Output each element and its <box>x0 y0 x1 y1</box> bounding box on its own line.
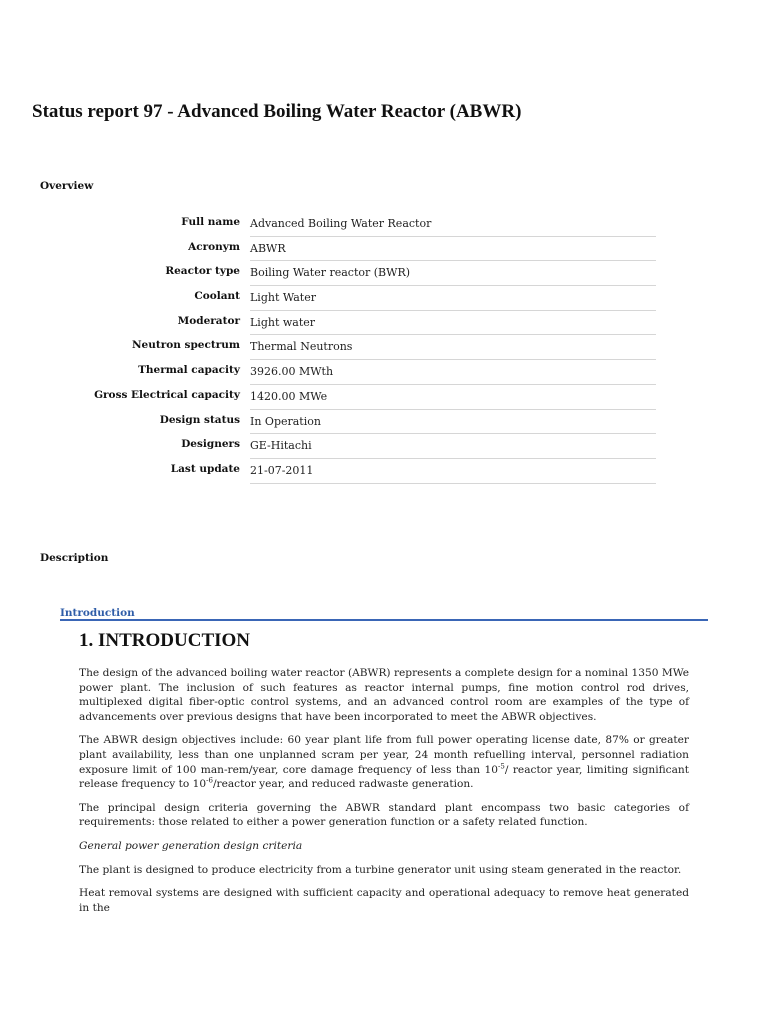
paragraph: Heat removal systems are designed with sufficient capacity and operational adequacy to remove heat generated in the <box>79 887 689 914</box>
description-heading: Description <box>40 552 109 564</box>
row-key: Acronym <box>188 240 240 253</box>
table-row <box>60 459 656 484</box>
row-value: Thermal Neutrons <box>250 335 656 360</box>
row-value: Light Water <box>250 286 656 311</box>
section-heading: 1. INTRODUCTION <box>79 630 251 651</box>
table-row <box>60 360 656 385</box>
row-key: Neutron spectrum <box>131 339 240 352</box>
paragraph: The principal design criteria governing the ABWR standard plant encompass two basic categories of requirements: those related to either a power generation function or a safety related function. <box>79 801 689 829</box>
table-row <box>60 261 656 286</box>
row-key: Moderator <box>177 314 240 327</box>
tab-introduction[interactable]: Introduction <box>60 607 135 619</box>
overview-heading: Overview <box>40 180 94 192</box>
row-key: Thermal capacity <box>138 364 240 377</box>
row-value: 1420.00 MWe <box>250 385 656 410</box>
row-key: Reactor type <box>165 265 240 278</box>
table-row <box>60 335 656 360</box>
paragraph-text: / reactor year, limiting significant release frequency to 10 <box>79 763 689 791</box>
row-value: ABWR <box>250 237 656 262</box>
paragraph <box>79 733 689 791</box>
row-value: Advanced Boiling Water Reactor <box>250 212 656 237</box>
row-key: Full name <box>181 216 240 228</box>
row-value: 3926.00 MWth <box>250 360 656 385</box>
table-row <box>60 434 656 459</box>
table-row <box>60 237 656 262</box>
subheading: General power generation design criteria <box>79 839 303 852</box>
table-row <box>60 286 656 311</box>
paragraph-text: /reactor year, and reduced radwaste generation. <box>212 778 474 791</box>
paragraph: The design of the advanced boiling water reactor (ABWR) represents a complete design for a nominal 1350 MWe power plant. The inclusion of such features as reactor internal pumps, fine motion control rod drives, multiplexed digital fiber-optic control systems, and an advanced control room are examples of the type of advancements over previous designs that have been incorporated to meet the ABWR objectives. <box>79 667 689 723</box>
row-key: Designers <box>181 438 240 451</box>
page-title: Status report 97 - Advanced Boiling Water Reactor (ABWR) <box>32 101 522 122</box>
table-row <box>60 311 656 336</box>
row-key: Design status <box>159 413 240 426</box>
row-key: Last update <box>170 462 240 475</box>
paragraph-text: The ABWR design objectives include: 60 year plant life from full power operating license date, 87% or greater plant availability, less than one unplanned scram per year, 24 month refuelling interval, personnel radiation exposure limit of 100 man-rem/year, core damage frequency of less than 10 <box>79 734 689 776</box>
row-value: Light water <box>250 311 656 336</box>
row-value: GE-Hitachi <box>250 434 656 459</box>
table-row <box>60 212 656 237</box>
row-key: Coolant <box>194 290 240 303</box>
row-value: Boiling Water reactor (BWR) <box>250 261 656 286</box>
table-row <box>60 385 656 410</box>
superscript: -5 <box>498 762 505 771</box>
paragraph: The plant is designed to produce electricity from a turbine generator unit using steam generated in the reactor. <box>79 863 682 876</box>
row-value: In Operation <box>250 410 656 435</box>
table-row <box>60 410 656 435</box>
superscript: -6 <box>206 776 213 785</box>
row-value: 21-07-2011 <box>250 459 656 484</box>
overview-table <box>60 212 656 484</box>
row-key: Gross Electrical capacity <box>94 388 240 401</box>
introduction-content <box>79 630 689 924</box>
tab-strip <box>60 601 708 621</box>
